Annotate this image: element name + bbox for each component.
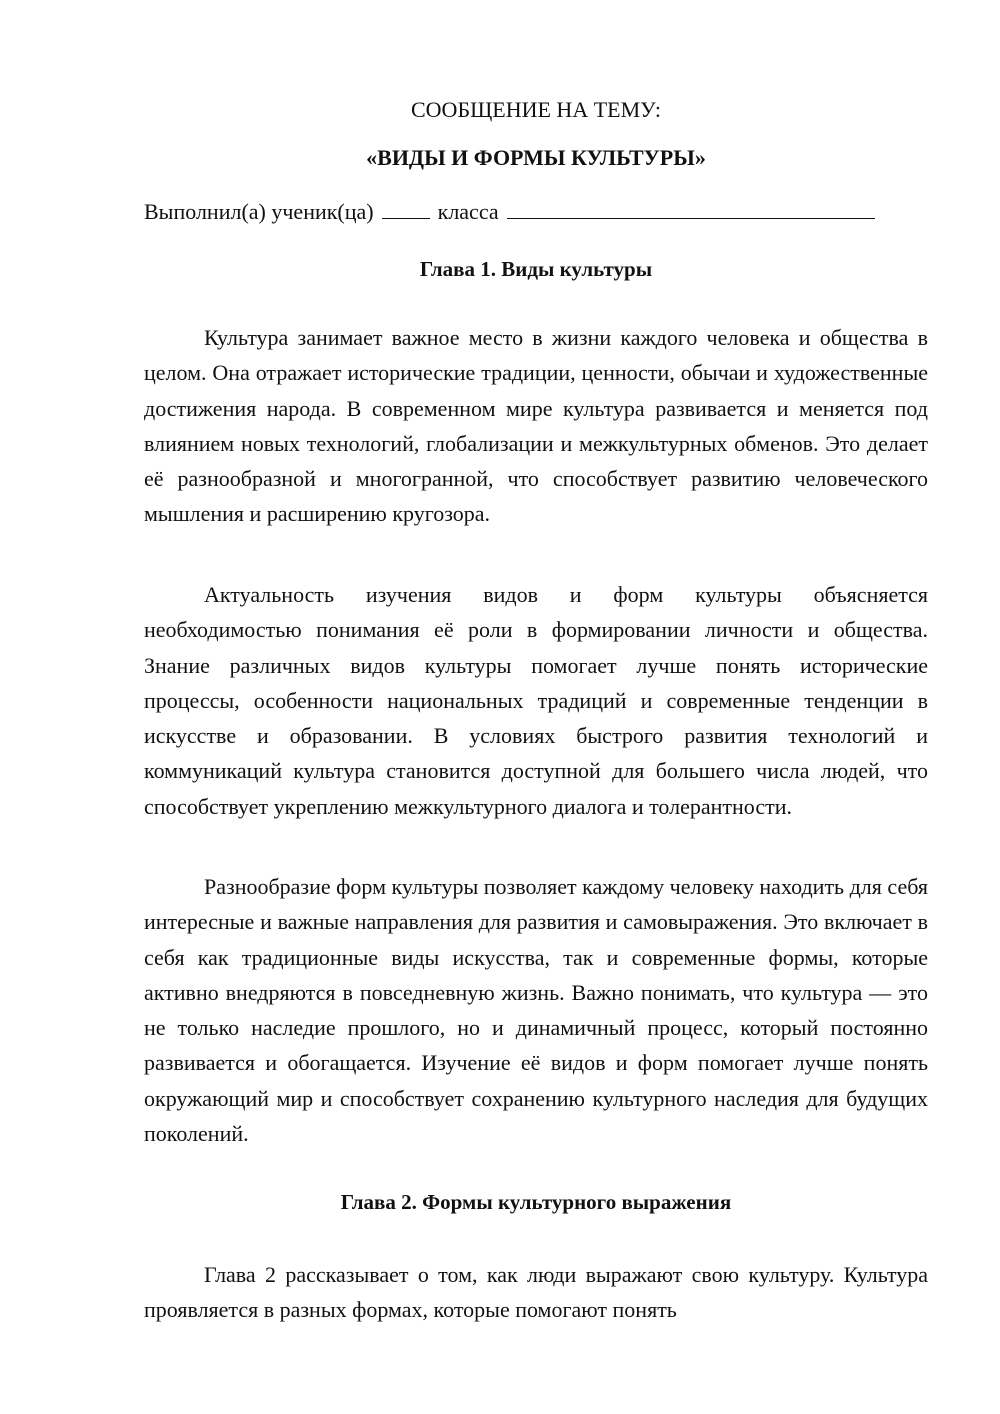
chapter-1-paragraph-3: Разнообразие форм культуры позволяет каждому человеку находить для себя интересные и важные направления для развития и самовыражения. Это включает в себя как традиционные виды искусства, так и современные формы, которые активно внедряются в повседневную жизнь. Важно понимать, что культура — это не только наследие прошлого, но и динамичный процесс, который постоянно развивается и обогащается. Изучение её видов и форм помогает лучше понять окружающий мир и способствует сохранению культурного наследия для будущих поколений. — [144, 874, 928, 1147]
author-line — [144, 197, 928, 227]
document-title-line-1: СООБЩЕНИЕ НА ТЕМУ: — [411, 97, 661, 122]
author-prefix: Выполнил(а) ученик(ца) — [144, 199, 374, 224]
class-label: класса — [437, 199, 499, 224]
chapter-1-paragraph-2: Актуальность изучения видов и форм культуры объясняется необходимостью понимания её роли в формировании личности и общества. Знание различных видов культуры помогает лучше понять исторические процессы, особенности национальных традиций и современные тенденции в искусстве и образовании. В условиях быстрого развития технологий и коммуникаций культура становится доступной для большего числа людей, что способствует укреплению межкультурного диалога и толерантности. — [144, 582, 928, 819]
chapter-1-heading: Глава 1. Виды культуры — [419, 257, 653, 281]
chapter-2-paragraph-1: Глава 2 рассказывает о том, как люди выражают свою культуру. Культура проявляется в разных формах, которые помогают понять — [144, 1262, 928, 1323]
class-number-blank — [382, 198, 430, 219]
chapter-1-paragraph-1: Культура занимает важное место в жизни каждого человека и общества в целом. Она отражает исторические традиции, ценности, обычаи и художественные достижения народа. В современном мире культура развивается и меняется под влиянием новых технологий, глобализации и межкультурных обменов. Это делает её разнообразной и многогранной, что способствует развитию человеческого мышления и расширению кругозора. — [144, 325, 928, 527]
document-title-line-2: «ВИДЫ И ФОРМЫ КУЛЬТУРЫ» — [366, 145, 706, 170]
chapter-2-heading: Глава 2. Формы культурного выражения — [340, 1190, 732, 1214]
author-name-blank — [507, 198, 875, 219]
